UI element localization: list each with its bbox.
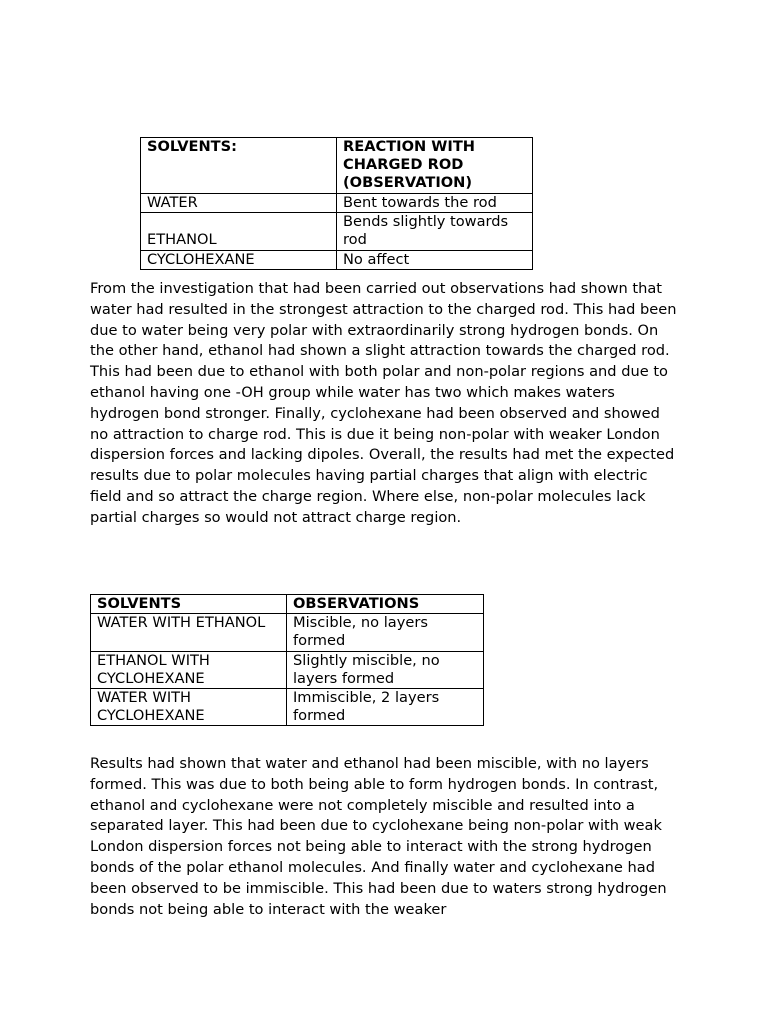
table-header-row <box>141 138 533 194</box>
table-row <box>141 194 533 213</box>
table-row <box>91 614 484 651</box>
table-row <box>141 213 533 250</box>
table-cell-solvent: WATER WITH CYCLOHEXANE <box>91 689 287 726</box>
header-cell-reaction: REACTION WITH CHARGED ROD (OBSERVATION) <box>337 138 533 194</box>
table-cell-solvent: ETHANOL WITH CYCLOHEXANE <box>91 651 287 688</box>
mixture-observations-table <box>90 594 484 726</box>
table-header-row <box>91 595 484 614</box>
table-cell-solvent: WATER <box>141 194 337 213</box>
table-cell-observation: Slightly miscible, no layers formed <box>287 651 484 688</box>
body-paragraph: From the investigation that had been carried out observations had shown that water had resulted in the strongest attraction to the charged rod. This had been due to water being very polar with extraordinarily strong hydrogen bonds. On the other hand, ethanol had shown a slight attraction towards the charged rod. This had been due to ethanol with both polar and non-polar regions and due to ethanol having one -OH group while water has two which makes waters hydrogen bond stronger. Finally, cyclohexane had been observed and showed no attraction to charge rod. This is due it being non-polar with weaker London dispersion forces and lacking dipoles. Overall, the results had met the expected results due to polar molecules having partial charges that align with electric field and so attract the charge region. Where else, non-polar molecules lack partial charges so would not attract charge region. <box>90 280 677 526</box>
table-cell-solvent: WATER WITH ETHANOL <box>91 614 287 651</box>
table-cell-solvent: ETHANOL <box>141 213 337 250</box>
header-cell-solvents: SOLVENTS: <box>141 138 337 194</box>
header-cell-solvents: SOLVENTS <box>91 595 287 614</box>
header-cell-observations: OBSERVATIONS <box>287 595 484 614</box>
table-row <box>141 250 533 269</box>
table-row <box>91 689 484 726</box>
solvent-reaction-table <box>140 137 533 270</box>
table-cell-observation: Miscible, no layers formed <box>287 614 484 651</box>
table-row <box>91 651 484 688</box>
table-cell-observation: Bends slightly towards rod <box>337 213 533 250</box>
table-cell-observation: Immiscible, 2 layers formed <box>287 689 484 726</box>
table-cell-solvent: CYCLOHEXANE <box>141 250 337 269</box>
table-cell-observation: No affect <box>337 250 533 269</box>
table-cell-observation: Bent towards the rod <box>337 194 533 213</box>
body-paragraph: Results had shown that water and ethanol had been miscible, with no layers formed. This was due to both being able to form hydrogen bonds. In contrast, ethanol and cyclohexane were not completely miscible and resulted into a separated layer. This had been due to cyclohexane being non-polar with weak London dispersion forces not being able to interact with the strong hydrogen bonds of the polar ethanol molecules. And finally water and cyclohexane had been observed to be immiscible. This had been due to waters strong hydrogen bonds not being able to interact with the weaker <box>90 755 667 918</box>
